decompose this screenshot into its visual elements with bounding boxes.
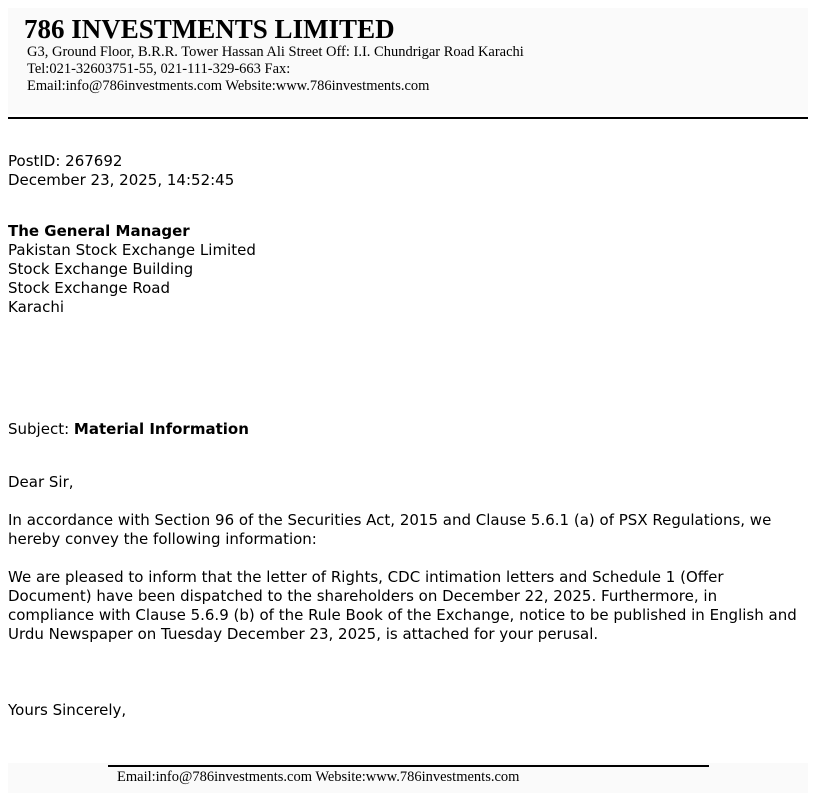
salutation: Dear Sir, — [8, 473, 74, 491]
footer-divider — [108, 765, 709, 767]
footer-contact: Email:info@786investments.com Website:www.786investments.com — [117, 769, 520, 785]
company-phone: Tel:021-32603751-55, 021-111-329-663 Fax: — [27, 61, 291, 77]
closing: Yours Sincerely, — [8, 701, 127, 719]
recipient-line: Stock Exchange Road — [8, 279, 170, 297]
recipient-line: Stock Exchange Building — [8, 260, 194, 278]
post-id: PostID: 267692 — [8, 152, 123, 170]
recipient-title: The General Manager — [8, 222, 190, 240]
body-paragraph-text: We are pleased to inform that the letter of Rights, CDC intimation letters and Schedule 1 (Offer Document) have been dispatched to the shareholders on December 22, 2025. Furthermore, in compliance with Clause 5.6.9 (b) of the Rule Book of the Exchange, notice to be published in English and Urdu Newspaper on Tuesday December 23, 2025, is attached for your perusal. — [8, 568, 797, 643]
post-meta — [8, 152, 234, 190]
letterhead — [8, 8, 808, 114]
post-datetime: December 23, 2025, 14:52:45 — [8, 171, 235, 189]
recipient-line: Pakistan Stock Exchange Limited — [8, 241, 256, 259]
footer — [8, 763, 808, 793]
recipient-address — [8, 222, 256, 317]
subject-text: Material Information — [73, 420, 249, 438]
company-address: G3, Ground Floor, B.R.R. Tower Hassan Ali Street Off: I.I. Chundrigar Road Karachi — [27, 44, 524, 60]
subject-label: Subject: — [8, 420, 70, 438]
company-name: 786 INVESTMENTS LIMITED — [24, 14, 395, 44]
recipient-line: Karachi — [8, 298, 65, 316]
header-divider — [8, 117, 808, 119]
company-contact: Email:info@786investments.com Website:www.786investments.com — [27, 78, 430, 94]
body-paragraph-text: In accordance with Section 96 of the Securities Act, 2015 and Clause 5.6.1 (a) of PSX Regulations, we hereby convey the following information: — [8, 511, 772, 548]
body-paragraph — [8, 511, 798, 549]
subject-line — [8, 420, 249, 439]
body-paragraph — [8, 568, 798, 644]
